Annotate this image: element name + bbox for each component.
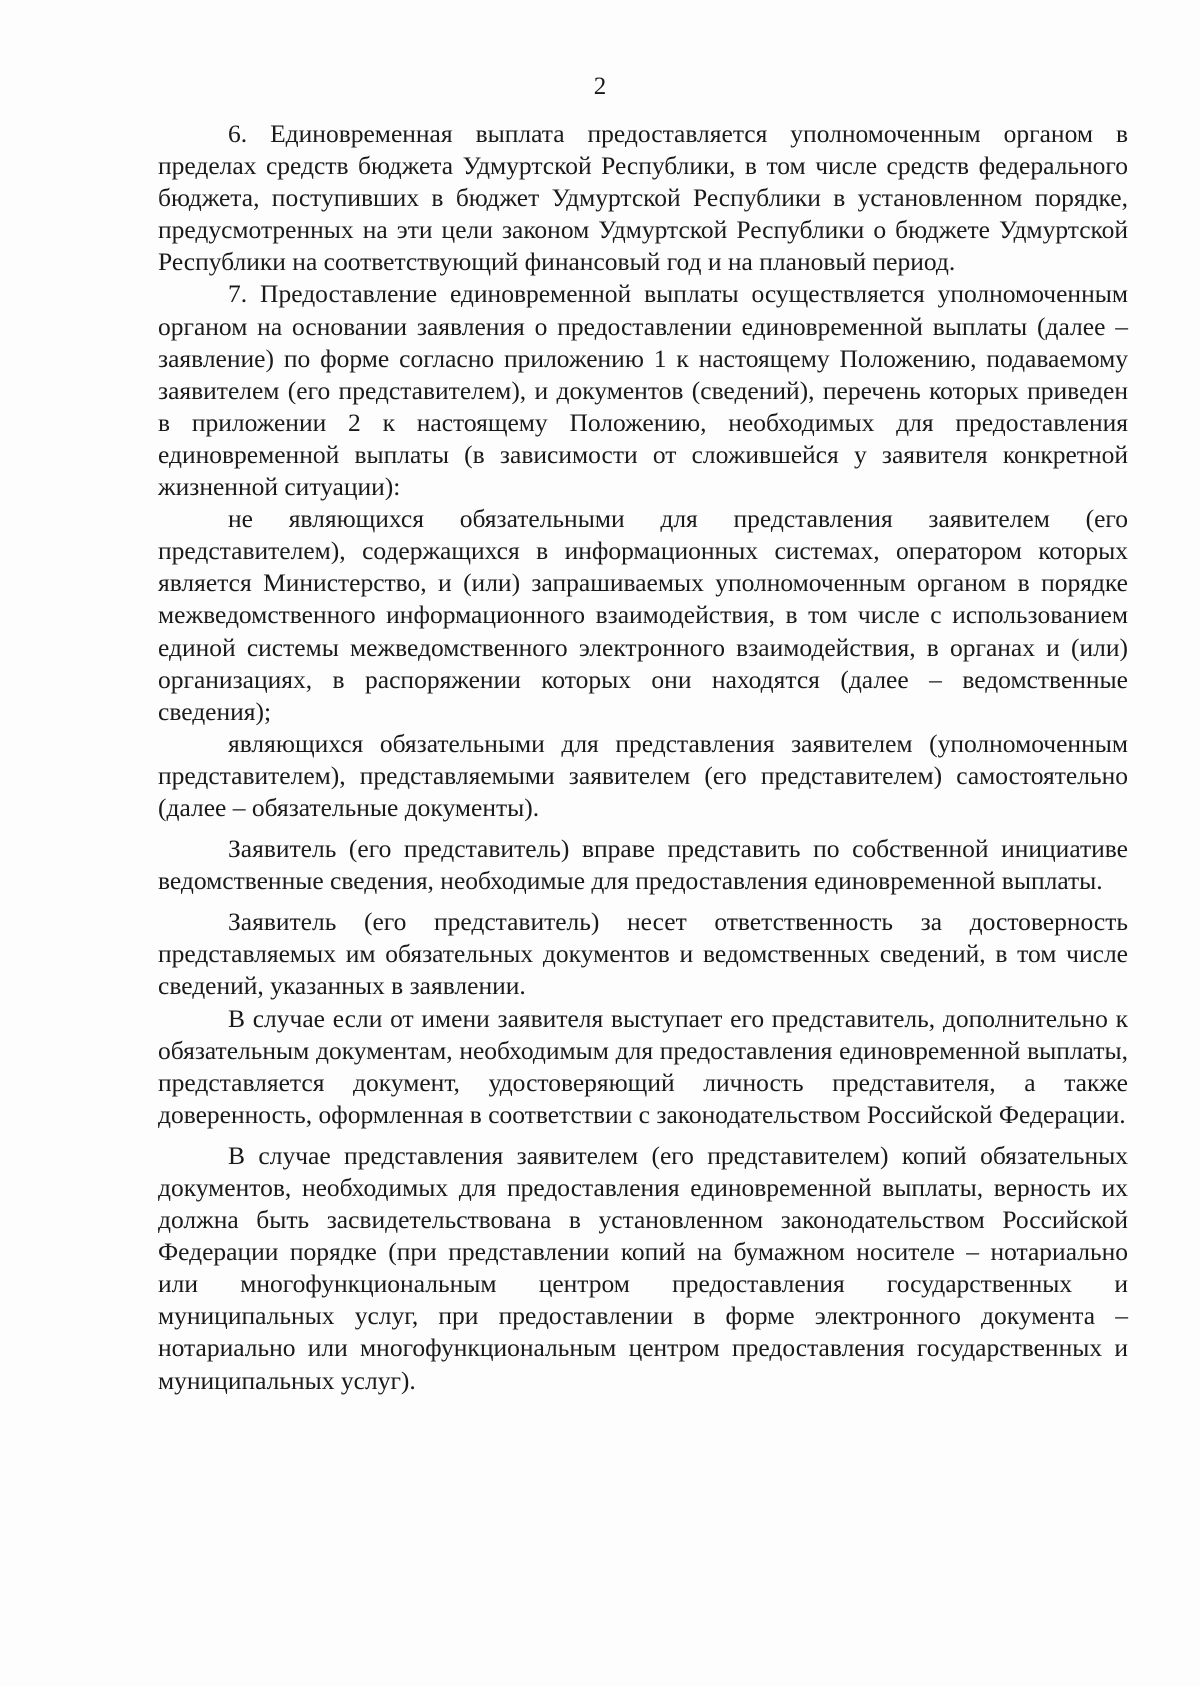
paragraph-mandatory-documents: являющихся обязательными для представления заявителем (уполномоченным представителем), представляемыми заявителем (его представителем) самостоятельно (далее – обязательные документы). [158,728,1128,822]
page-number: 2 [593,73,607,100]
document-body [158,118,1128,1397]
paragraph-7: 7. Предоставление единовременной выплаты осуществляется уполномоченным органом на основании заявления о предоставлении единовременной выплаты (далее – заявление) по форме согласно приложению 1 к настоящему Положению, подаваемому заявителем (его представителем), и документов (сведений), перечень которых приведен в приложении 2 к настоящему Положению, необходимых для предоставления единовременной выплаты (в зависимости от сложившейся у заявителя конкретной жизненной ситуации): [158,279,1128,502]
paragraph-6: 6. Единовременная выплата предоставляется уполномоченным органом в пределах средств бюджета Удмуртской Республики, в том числе средств федерального бюджета, поступивших в бюджет Удмуртской Республики в установленном порядке, предусмотренных на эти цели законом Удмуртской Республики о бюджете Удмуртской Республики на соответствующий финансовый год и на плановый период. [158,119,1128,277]
paragraph-responsibility: Заявитель (его представитель) несет ответственность за достоверность представляемых им обязательных документов и ведомственных сведений, в том числе сведений, указанных в заявлении. [158,907,1128,1001]
paragraph-representative: В случае если от имени заявителя выступает его представитель, дополнительно к обязательным документам, необходимым для предоставления единовременной выплаты, представляется документ, удостоверяющий личность представителя, а также доверенность, оформленная в соответствии с законодательством Российской Федерации. [158,1003,1128,1129]
paragraph-certified-copies: В случае представления заявителем (его представителем) копий обязательных документов, необходимых для предоставления единовременной выплаты, верность их должна быть засвидетельствована в установленном законодательством Российской Федерации порядке (при представлении копий на бумажном носителе – нотариально или многофункциональным центром предоставления государственных и муниципальных услуг, при предоставлении в форме электронного документа – нотариально или многофункциональным центром предоставления государственных и муниципальных услуг). [158,1140,1128,1395]
paragraph-non-mandatory-documents: не являющихся обязательными для представления заявителем (его представителем), содержащихся в информационных системах, оператором которых является Министерство, и (или) запрашиваемых уполномоченным органом в порядке межведомственного информационного взаимодействия, в том числе с использованием единой системы межведомственного электронного взаимодействия, в органах и (или) организациях, в распоряжении которых они находятся (далее – ведомственные сведения); [158,504,1128,726]
paragraph-own-initiative: Заявитель (его представитель) вправе представить по собственной инициативе ведомственные сведения, необходимые для предоставления единовременной выплаты. [158,834,1128,896]
